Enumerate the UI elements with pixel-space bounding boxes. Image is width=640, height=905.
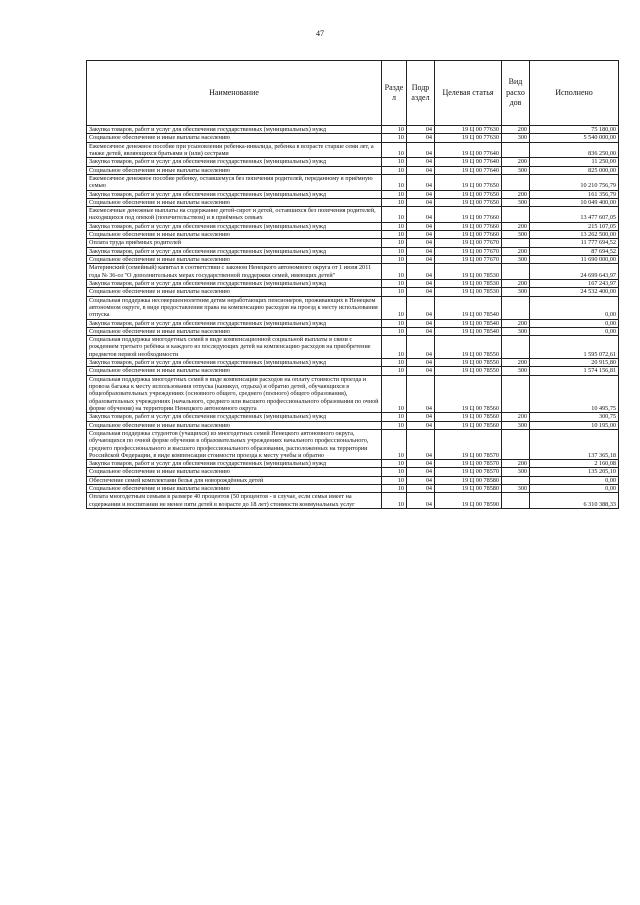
row-expense-type bbox=[502, 429, 530, 459]
table-row bbox=[87, 166, 619, 174]
row-expense-type: 300 bbox=[502, 231, 530, 239]
row-expense-type: 200 bbox=[502, 413, 530, 421]
table-row bbox=[87, 375, 619, 413]
row-expense-type: 300 bbox=[502, 367, 530, 375]
row-subsection: 04 bbox=[407, 296, 435, 319]
row-target: 19 Ц 00 77660 bbox=[435, 207, 502, 223]
row-expense-type bbox=[502, 239, 530, 247]
row-target: 19 Ц 00 78580 bbox=[435, 476, 502, 484]
row-name: Закупка товаров, работ и услуг для обеспечения государственных (муниципальных) нужд bbox=[87, 279, 382, 287]
row-executed: 135 205,10 bbox=[530, 468, 619, 476]
table-row bbox=[87, 174, 619, 190]
row-target: 19 Ц 00 77660 bbox=[435, 231, 502, 239]
row-executed: 0,00 bbox=[530, 327, 619, 335]
row-expense-type bbox=[502, 375, 530, 413]
row-name: Социальное обеспечение и иные выплаты населению bbox=[87, 421, 382, 429]
row-subsection: 04 bbox=[407, 142, 435, 158]
row-name: Социальное обеспечение и иные выплаты населению bbox=[87, 485, 382, 493]
row-expense-type: 200 bbox=[502, 190, 530, 198]
row-subsection: 04 bbox=[407, 174, 435, 190]
row-subsection: 04 bbox=[407, 367, 435, 375]
row-section: 10 bbox=[382, 468, 407, 476]
row-section: 10 bbox=[382, 429, 407, 459]
row-expense-type: 300 bbox=[502, 288, 530, 296]
header-target: Целевая статья bbox=[435, 61, 502, 126]
row-target: 19 Ц 00 77640 bbox=[435, 142, 502, 158]
row-target: 19 Ц 00 78530 bbox=[435, 264, 502, 280]
row-name: Оплата многодетным семьям в размере 40 процентов (50 процентов - в случае, если семья имеет на содержании и воспитании не менее пяти детей в возрасте до 18 лет) стоимости коммунальных услуг bbox=[87, 493, 382, 509]
table-row bbox=[87, 190, 619, 198]
row-section: 10 bbox=[382, 256, 407, 264]
row-name: Социальное обеспечение и иные выплаты населению bbox=[87, 288, 382, 296]
header-executed: Исполнено bbox=[530, 61, 619, 126]
row-executed: 6 310 388,33 bbox=[530, 493, 619, 509]
row-name: Социальная поддержка несовершеннолетним детям неработающих пенсионеров, проживающих в Ненецком автономном округе, в виде предоставления права на компенсацию расходов на проезд к месту использования отпуска bbox=[87, 296, 382, 319]
row-section: 10 bbox=[382, 126, 407, 134]
row-expense-type: 200 bbox=[502, 359, 530, 367]
table-row bbox=[87, 359, 619, 367]
row-section: 10 bbox=[382, 327, 407, 335]
table-row bbox=[87, 134, 619, 142]
row-name: Обеспечение семей комплектами белья для новорождённых детей bbox=[87, 476, 382, 484]
table-row bbox=[87, 336, 619, 359]
row-target: 19 Ц 00 77670 bbox=[435, 247, 502, 255]
row-executed: 24 532 400,00 bbox=[530, 288, 619, 296]
row-expense-type: 300 bbox=[502, 485, 530, 493]
row-name: Оплата труда приёмных родителей bbox=[87, 239, 382, 247]
row-subsection: 04 bbox=[407, 239, 435, 247]
row-target: 19 Ц 00 78540 bbox=[435, 296, 502, 319]
row-section: 10 bbox=[382, 359, 407, 367]
row-name: Закупка товаров, работ и услуг для обеспечения государственных (муниципальных) нужд bbox=[87, 126, 382, 134]
row-executed: 13 477 607,05 bbox=[530, 207, 619, 223]
row-section: 10 bbox=[382, 279, 407, 287]
row-executed: 10 195,00 bbox=[530, 421, 619, 429]
row-subsection: 04 bbox=[407, 166, 435, 174]
row-expense-type: 200 bbox=[502, 319, 530, 327]
row-target: 19 Ц 00 77660 bbox=[435, 222, 502, 230]
row-target: 19 Ц 00 77630 bbox=[435, 126, 502, 134]
table-row bbox=[87, 247, 619, 255]
row-target: 19 Ц 00 77640 bbox=[435, 166, 502, 174]
row-name: Социальное обеспечение и иные выплаты населению bbox=[87, 256, 382, 264]
table-row bbox=[87, 429, 619, 459]
row-section: 10 bbox=[382, 476, 407, 484]
header-section: Разде л bbox=[382, 61, 407, 126]
row-name: Социальное обеспечение и иные выплаты населению bbox=[87, 231, 382, 239]
row-executed: 215 107,05 bbox=[530, 222, 619, 230]
row-executed: 0,00 bbox=[530, 476, 619, 484]
row-executed: 167 243,97 bbox=[530, 279, 619, 287]
row-target: 19 Ц 00 78570 bbox=[435, 468, 502, 476]
row-name: Социальное обеспечение и иные выплаты населению bbox=[87, 367, 382, 375]
row-name: Ежемесячные денежные выплаты на содержание детей-сирот и детей, оставшихся без попечения родителей, находящихся под опекой (попечительством) и в приёмных семьях bbox=[87, 207, 382, 223]
row-name: Закупка товаров, работ и услуг для обеспечения государственных (муниципальных) нужд bbox=[87, 190, 382, 198]
row-target: 19 Ц 00 77670 bbox=[435, 239, 502, 247]
row-section: 10 bbox=[382, 264, 407, 280]
row-target: 19 Ц 00 78580 bbox=[435, 485, 502, 493]
row-target: 19 Ц 00 78530 bbox=[435, 279, 502, 287]
row-section: 10 bbox=[382, 166, 407, 174]
row-name: Закупка товаров, работ и услуг для обеспечения государственных (муниципальных) нужд bbox=[87, 247, 382, 255]
row-expense-type: 200 bbox=[502, 460, 530, 468]
row-expense-type bbox=[502, 493, 530, 509]
table-row bbox=[87, 413, 619, 421]
row-executed: 161 356,79 bbox=[530, 190, 619, 198]
row-expense-type: 300 bbox=[502, 327, 530, 335]
row-section: 10 bbox=[382, 485, 407, 493]
table-row bbox=[87, 207, 619, 223]
row-subsection: 04 bbox=[407, 158, 435, 166]
row-executed: 11 250,00 bbox=[530, 158, 619, 166]
row-executed: 836 250,00 bbox=[530, 142, 619, 158]
row-subsection: 04 bbox=[407, 288, 435, 296]
row-section: 10 bbox=[382, 247, 407, 255]
row-target: 19 Ц 00 77650 bbox=[435, 198, 502, 206]
row-expense-type bbox=[502, 264, 530, 280]
row-expense-type: 300 bbox=[502, 166, 530, 174]
row-subsection: 04 bbox=[407, 468, 435, 476]
row-target: 19 Ц 00 77650 bbox=[435, 174, 502, 190]
table-row bbox=[87, 288, 619, 296]
row-name: Закупка товаров, работ и услуг для обеспечения государственных (муниципальных) нужд bbox=[87, 413, 382, 421]
row-section: 10 bbox=[382, 158, 407, 166]
row-subsection: 04 bbox=[407, 134, 435, 142]
row-section: 10 bbox=[382, 222, 407, 230]
row-subsection: 04 bbox=[407, 485, 435, 493]
row-expense-type: 200 bbox=[502, 279, 530, 287]
row-executed: 11 777 694,52 bbox=[530, 239, 619, 247]
row-expense-type: 200 bbox=[502, 222, 530, 230]
table-row bbox=[87, 126, 619, 134]
row-name: Социальное обеспечение и иные выплаты населению bbox=[87, 198, 382, 206]
row-section: 10 bbox=[382, 207, 407, 223]
table-body bbox=[87, 126, 619, 509]
row-section: 10 bbox=[382, 367, 407, 375]
row-section: 10 bbox=[382, 142, 407, 158]
table-row bbox=[87, 198, 619, 206]
row-name: Социальная поддержка студентов (учащихся) из многодетных семей Ненецкого автономного округа, обучающихся по очной форме обучения в образовательных учреждениях начального профессионального, среднего профессионального и высшего профессионального образования, расположенных на территории Российской Федерации, в виде компенсации стоимости проезда к месту учебы и обратно bbox=[87, 429, 382, 459]
row-expense-type: 200 bbox=[502, 126, 530, 134]
table-row bbox=[87, 367, 619, 375]
table-row bbox=[87, 239, 619, 247]
row-target: 19 Ц 00 77650 bbox=[435, 190, 502, 198]
row-subsection: 04 bbox=[407, 279, 435, 287]
page-number: 47 bbox=[316, 29, 324, 38]
row-expense-type bbox=[502, 174, 530, 190]
row-target: 19 Ц 00 78560 bbox=[435, 413, 502, 421]
row-executed: 0,00 bbox=[530, 485, 619, 493]
row-executed: 137 365,18 bbox=[530, 429, 619, 459]
row-name: Социальное обеспечение и иные выплаты населению bbox=[87, 134, 382, 142]
row-section: 10 bbox=[382, 296, 407, 319]
row-subsection: 04 bbox=[407, 476, 435, 484]
row-target: 19 Ц 00 78570 bbox=[435, 460, 502, 468]
row-name: Социальная поддержка многодетных семей в виде компенсационной социальной выплаты в связи с рождением третьего ребёнка и каждого из последующих детей на компенсацию расходов на приобретение предметов первой необходимости bbox=[87, 336, 382, 359]
row-name: Ежемесячное денежное пособие ребенку, оставшемуся без попечения родителей, переданному в приёмную семью bbox=[87, 174, 382, 190]
row-expense-type bbox=[502, 336, 530, 359]
row-target: 19 Ц 00 78550 bbox=[435, 367, 502, 375]
row-expense-type: 200 bbox=[502, 158, 530, 166]
row-subsection: 04 bbox=[407, 190, 435, 198]
row-name: Закупка товаров, работ и услуг для обеспечения государственных (муниципальных) нужд bbox=[87, 359, 382, 367]
row-name: Социальное обеспечение и иные выплаты населению bbox=[87, 166, 382, 174]
row-subsection: 04 bbox=[407, 327, 435, 335]
row-name: Социальное обеспечение и иные выплаты населению bbox=[87, 327, 382, 335]
row-target: 19 Ц 00 78560 bbox=[435, 375, 502, 413]
row-name: Закупка товаров, работ и услуг для обеспечения государственных (муниципальных) нужд bbox=[87, 319, 382, 327]
row-executed: 1 574 156,81 bbox=[530, 367, 619, 375]
table-row bbox=[87, 264, 619, 280]
row-target: 19 Ц 00 77630 bbox=[435, 134, 502, 142]
row-section: 10 bbox=[382, 493, 407, 509]
table-row bbox=[87, 142, 619, 158]
row-executed: 2 160,08 bbox=[530, 460, 619, 468]
row-target: 19 Ц 00 78540 bbox=[435, 327, 502, 335]
row-subsection: 04 bbox=[407, 359, 435, 367]
row-subsection: 04 bbox=[407, 198, 435, 206]
table-row bbox=[87, 296, 619, 319]
row-executed: 825 000,00 bbox=[530, 166, 619, 174]
header-name: Наименование bbox=[87, 61, 382, 126]
row-target: 19 Ц 00 78550 bbox=[435, 336, 502, 359]
row-executed: 1 595 072,61 bbox=[530, 336, 619, 359]
row-section: 10 bbox=[382, 134, 407, 142]
row-section: 10 bbox=[382, 239, 407, 247]
row-subsection: 04 bbox=[407, 421, 435, 429]
row-target: 19 Ц 00 78590 bbox=[435, 493, 502, 509]
row-target: 19 Ц 00 78530 bbox=[435, 288, 502, 296]
row-section: 10 bbox=[382, 190, 407, 198]
row-expense-type: 300 bbox=[502, 198, 530, 206]
table-row bbox=[87, 231, 619, 239]
row-section: 10 bbox=[382, 198, 407, 206]
row-expense-type bbox=[502, 476, 530, 484]
table-row bbox=[87, 319, 619, 327]
row-executed: 0,00 bbox=[530, 319, 619, 327]
row-target: 19 Ц 00 78570 bbox=[435, 429, 502, 459]
row-executed: 11 690 000,00 bbox=[530, 256, 619, 264]
table-row bbox=[87, 256, 619, 264]
row-expense-type bbox=[502, 142, 530, 158]
row-subsection: 04 bbox=[407, 256, 435, 264]
header-subsection: Подр аздел bbox=[407, 61, 435, 126]
row-section: 10 bbox=[382, 375, 407, 413]
row-expense-type: 300 bbox=[502, 256, 530, 264]
row-section: 10 bbox=[382, 319, 407, 327]
row-name: Закупка товаров, работ и услуг для обеспечения государственных (муниципальных) нужд bbox=[87, 222, 382, 230]
row-target: 19 Ц 00 78550 bbox=[435, 359, 502, 367]
row-subsection: 04 bbox=[407, 375, 435, 413]
row-name: Закупка товаров, работ и услуг для обеспечения государственных (муниципальных) нужд bbox=[87, 460, 382, 468]
row-name: Материнский (семейный) капитал в соответствии с законом Ненецкого автономного округа от 1 июля 2011 года № 36-оз "О дополнительных мерах государственной поддержки семей, имеющих детей" bbox=[87, 264, 382, 280]
row-subsection: 04 bbox=[407, 222, 435, 230]
table-header-row bbox=[87, 61, 619, 126]
row-executed: 10 049 400,00 bbox=[530, 198, 619, 206]
row-subsection: 04 bbox=[407, 413, 435, 421]
row-executed: 20 915,80 bbox=[530, 359, 619, 367]
row-expense-type bbox=[502, 207, 530, 223]
row-subsection: 04 bbox=[407, 429, 435, 459]
row-subsection: 04 bbox=[407, 336, 435, 359]
table-row bbox=[87, 476, 619, 484]
row-executed: 87 694,52 bbox=[530, 247, 619, 255]
row-target: 19 Ц 00 77640 bbox=[435, 158, 502, 166]
row-target: 19 Ц 00 78540 bbox=[435, 319, 502, 327]
row-subsection: 04 bbox=[407, 493, 435, 509]
row-executed: 10 210 756,79 bbox=[530, 174, 619, 190]
table-row bbox=[87, 158, 619, 166]
row-subsection: 04 bbox=[407, 460, 435, 468]
table-row bbox=[87, 460, 619, 468]
table-row bbox=[87, 421, 619, 429]
row-executed: 5 540 000,00 bbox=[530, 134, 619, 142]
table-row bbox=[87, 327, 619, 335]
row-target: 19 Ц 00 77670 bbox=[435, 256, 502, 264]
row-executed: 300,75 bbox=[530, 413, 619, 421]
row-executed: 13 262 500,00 bbox=[530, 231, 619, 239]
row-name: Социальное обеспечение и иные выплаты населению bbox=[87, 468, 382, 476]
header-expense-type: Вид расхо дов bbox=[502, 61, 530, 126]
row-subsection: 04 bbox=[407, 207, 435, 223]
row-subsection: 04 bbox=[407, 231, 435, 239]
row-expense-type: 300 bbox=[502, 421, 530, 429]
row-expense-type: 300 bbox=[502, 468, 530, 476]
row-name: Социальная поддержка многодетных семей в виде компенсации расходов на оплату стоимости проезда и провоза багажа к месту использования отпуска (каникул, отдыха) и обратно детей, обучающихся в общеобразовательных учреждениях (основного общего, среднего (полного) общего образования), образовательных учреждениях (начального, среднего или высшего профессионального образования по очной форме обучения) на территории Ненецкого автономного округа bbox=[87, 375, 382, 413]
row-section: 10 bbox=[382, 460, 407, 468]
row-section: 10 bbox=[382, 231, 407, 239]
row-target: 19 Ц 00 78560 bbox=[435, 421, 502, 429]
budget-execution-table bbox=[86, 60, 619, 509]
row-subsection: 04 bbox=[407, 319, 435, 327]
row-expense-type bbox=[502, 296, 530, 319]
row-subsection: 04 bbox=[407, 264, 435, 280]
table-row bbox=[87, 485, 619, 493]
row-section: 10 bbox=[382, 413, 407, 421]
row-name: Закупка товаров, работ и услуг для обеспечения государственных (муниципальных) нужд bbox=[87, 158, 382, 166]
table-row bbox=[87, 493, 619, 509]
row-executed: 24 699 643,97 bbox=[530, 264, 619, 280]
row-subsection: 04 bbox=[407, 126, 435, 134]
row-section: 10 bbox=[382, 288, 407, 296]
table-row bbox=[87, 222, 619, 230]
row-name: Ежемесячное денежное пособие при усыновлении ребенка-инвалида, ребенка в возрасте старше семи лет, а также детей, являющихся братьями и (или) сестрами bbox=[87, 142, 382, 158]
table-row bbox=[87, 468, 619, 476]
row-executed: 75 180,00 bbox=[530, 126, 619, 134]
row-executed: 10 495,75 bbox=[530, 375, 619, 413]
row-expense-type: 200 bbox=[502, 247, 530, 255]
row-section: 10 bbox=[382, 174, 407, 190]
row-executed: 0,00 bbox=[530, 296, 619, 319]
table-row bbox=[87, 279, 619, 287]
row-subsection: 04 bbox=[407, 247, 435, 255]
row-section: 10 bbox=[382, 336, 407, 359]
row-section: 10 bbox=[382, 421, 407, 429]
row-expense-type: 300 bbox=[502, 134, 530, 142]
